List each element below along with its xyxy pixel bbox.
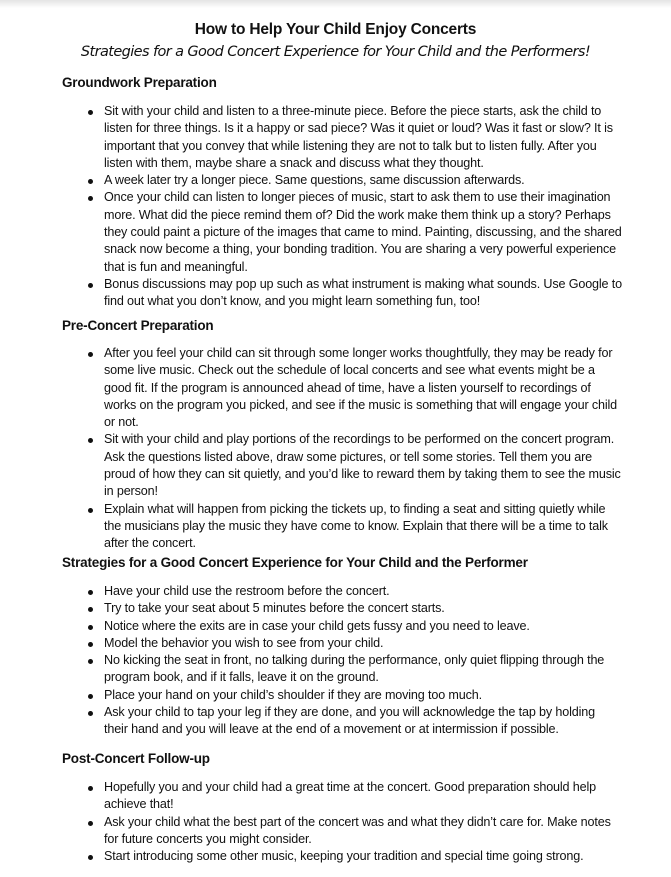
list-item-text: Try to take your seat about 5 minutes before the concert starts. — [104, 601, 445, 616]
section-heading: Groundwork Preparation — [62, 75, 217, 90]
list-item-text: After you feel your child can sit through some longer works thoughtfully, they may be ready for some live music. Check out the schedule of local concerts and see what events might be a good fit. If the program is announced ahead of time, have a listen yourself to recordings of works on the program you picked, and see if the music is something that will engage your child or not. — [104, 346, 618, 430]
bullet-icon — [88, 607, 93, 612]
list-item-text: Notice where the exits are in case your child gets fussy and you need to leave. — [104, 618, 530, 633]
list-item — [62, 779, 622, 814]
bullet-list — [62, 345, 622, 553]
list-item-text: No kicking the seat in front, no talking during the performance, only quiet flipping through the program book, and if it falls, leave it on the ground. — [104, 653, 605, 685]
bullet-list — [62, 583, 622, 739]
list-item-text: Start introducing some other music, keeping your tradition and special time going strong. — [104, 849, 584, 864]
bullet-icon — [88, 352, 93, 357]
bullet-icon — [88, 110, 93, 115]
list-item — [62, 704, 622, 739]
list-item-text: Ask your child what the best part of the concert was and what they didn’t care for. Make notes for future concerts you might consider. — [104, 814, 611, 846]
list-item — [62, 687, 622, 704]
list-item — [62, 583, 622, 600]
bullet-icon — [88, 508, 93, 513]
bullet-icon — [88, 855, 93, 860]
list-item-text: Hopefully you and your child had a great time at the concert. Good preparation should help achieve that! — [104, 780, 596, 812]
list-item — [62, 103, 622, 172]
document-subtitle: Strategies for a Good Concert Experience for Your Child and the Performers! — [80, 44, 591, 60]
list-item — [62, 189, 622, 275]
bullet-icon — [88, 821, 93, 826]
bullet-icon — [88, 196, 93, 201]
bullet-icon — [88, 711, 93, 716]
list-item — [62, 618, 622, 635]
list-item — [62, 600, 622, 617]
bullet-icon — [88, 438, 93, 443]
section-heading: Strategies for a Good Concert Experience for Your Child and the Performer — [62, 555, 528, 570]
list-item-text: Ask your child to tap your leg if they are done, and you will acknowledge the tap by holding their hand and you will leave at the end of a movement or at intermission if possible. — [104, 705, 595, 737]
list-item-text: Once your child can listen to longer pieces of music, start to ask them to use their imagination more. What did the piece remind them of? Did the work make them think up a story? Perhaps they could paint a picture of the images that came to mind. Painting, discussing, and the shared snack now become a thing, your bonding tradition. You are sharing a very powerful experience that is fun and meaningful. — [104, 190, 622, 274]
section-concert-strategies — [62, 554, 622, 739]
section-pre-concert-preparation — [62, 317, 622, 553]
bullet-list — [62, 779, 622, 865]
list-item-text: Place your hand on your child’s shoulder if they are moving too much. — [104, 687, 482, 702]
list-item-text: A week later try a longer piece. Same questions, same discussion afterwards. — [104, 173, 525, 188]
bullet-icon — [88, 642, 93, 647]
section-heading: Post-Concert Follow-up — [62, 751, 210, 766]
list-item-text: Model the behavior you wish to see from your child. — [104, 635, 384, 650]
page-top-shadow — [0, 0, 671, 8]
list-item-text: Explain what will happen from picking the tickets up, to finding a seat and sitting quietly while the musicians play the music they have come to know. Explain that there will be a time to talk after the concert. — [104, 501, 608, 551]
list-item-text: Sit with your child and play portions of the recordings to be performed on the concert program. Ask the questions listed above, draw some pictures, or tell some stories. Tell them you are proud of how they can sit quietly, and you’d like to reward them by taking them to see the music in person! — [104, 432, 621, 499]
bullet-list — [62, 103, 622, 311]
section-post-concert-follow-up — [62, 750, 622, 865]
bullet-icon — [88, 786, 93, 791]
list-item-text: Have your child use the restroom before the concert. — [104, 584, 390, 598]
document-title: How to Help Your Child Enjoy Concerts — [194, 21, 477, 38]
list-item — [62, 814, 622, 849]
list-item — [62, 276, 622, 311]
list-item — [62, 431, 622, 500]
bullet-icon — [88, 283, 93, 288]
bullet-icon — [88, 179, 93, 184]
bullet-icon — [88, 625, 93, 630]
section-heading: Pre-Concert Preparation — [62, 318, 214, 333]
list-item — [62, 345, 622, 431]
list-item — [62, 635, 622, 652]
list-item — [62, 848, 622, 865]
bullet-icon — [88, 590, 93, 595]
section-groundwork-preparation — [62, 74, 622, 311]
list-item — [62, 501, 622, 553]
list-item-text: Bonus discussions may pop up such as what instrument is making what sounds. Use Google to find out what you don’t know, and you might learn something fun, too! — [104, 276, 622, 309]
list-item — [62, 652, 622, 687]
list-item-text: Sit with your child and listen to a three-minute piece. Before the piece starts, ask the child to listen for three things. Is it a happy or sad piece? Was it quiet or loud? Was it fast or slow? It is important that you convey that while listening they are not to talk but to listen fully. After you listen with them, maybe share a snack and discuss what they thought. — [104, 104, 613, 170]
bullet-icon — [88, 694, 93, 699]
bullet-icon — [88, 659, 93, 664]
list-item — [62, 172, 622, 189]
